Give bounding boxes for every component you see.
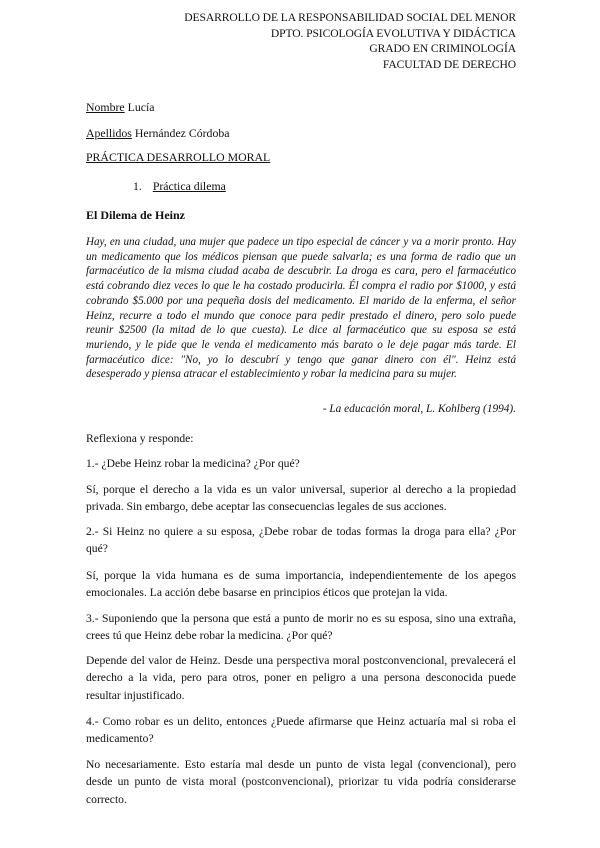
dilemma-source: - La educación moral, L. Kohlberg (1994). (322, 403, 516, 415)
answer-1: Sí, porque el derecho a la vida es un valor universal, superior al derecho a la propiedad privada. Sin embargo, debe aceptar las consecuencias legales de sus acciones. (86, 483, 516, 514)
name-label: Nombre (86, 100, 125, 114)
surname-value: Hernández Córdoba (134, 126, 230, 140)
answer-2: Sí, porque la vida humana es de suma importancia, independientemente de los apegos emocionales. La acción debe basarse en principios éticos que protejan la vida. (86, 569, 516, 600)
list-item-number: 1. (133, 179, 142, 193)
list-item-text: Práctica dilema (152, 179, 226, 193)
header-faculty: FACULTAD DE DERECHO (382, 57, 516, 71)
document-header (86, 10, 516, 72)
questions-intro: Reflexiona y responde: (86, 432, 194, 445)
question-1: 1.- ¿Debe Heinz robar la medicina? ¿Por qué? (86, 457, 300, 470)
dilemma-text: Hay, en una ciudad, una mujer que padece un tipo especial de cáncer y va a morir pronto. Hay un medicamento que los médicos piensan que puede salvarla; es una forma de radio que un farmacéutico de la misma ciudad acaba de descubrir. La droga es cara, pero el farmacéutico está cobrando diez veces lo que le ha costado producirla. Él compra el radio por $1000, y está cobrando $5.000 por una pequeña dosis del medicamento. El marido de la enferma, el señor Heinz, recurre a todo el mundo que conoce para pedir prestado el dinero, pero solo puede reunir $2500 (la mitad de lo que cuesta). Le dice al farmacéutico que su esposa se está muriendo, y le pide que le venda el medicamento más barato o le deje pagar más tarde. El farmacéutico dice: "No, yo lo descubrí y tengo que ganar dinero con él". Heinz está desesperado y piensa atracar el establecimiento y robar la medicina para su mujer. (86, 236, 516, 381)
header-course: DESARROLLO DE LA RESPONSABILIDAD SOCIAL DEL MENOR (184, 11, 516, 24)
question-3: 3.- Suponiendo que la persona que está a punto de morir no es su esposa, sino una extraña, crees tú que Heinz debe robar la medicina. ¿Por qué? (86, 612, 516, 643)
question-4: 4.- Como robar es un delito, entonces ¿Puede afirmarse que Heinz actuaría mal si roba el medicamento? (86, 715, 516, 746)
header-degree: GRADO EN CRIMINOLOGÍA (369, 42, 516, 56)
name-field (86, 100, 154, 115)
header-department: DPTO. PSICOLOGÍA EVOLUTIVA Y DIDÁCTICA (270, 26, 516, 40)
dilemma-title: El Dilema de Heinz (86, 208, 185, 222)
practice-title: PRÁCTICA DESARROLLO MORAL (86, 150, 271, 164)
surname-label: Apellidos (86, 126, 132, 140)
surname-field (86, 126, 230, 141)
answer-3: Depende del valor de Heinz. Desde una perspectiva moral postconvencional, prevalecerá el derecho a la vida, pero para otros, poner en peligro a una persona desconocida puede resultar injustificado. (86, 654, 516, 702)
answer-4: No necesariamente. Esto estaría mal desde un punto de vista legal (convencional), pero desde un punto de vista moral (postconvencional), priorizar tu vida podría considerarse correcto. (86, 758, 516, 806)
name-value: Lucía (127, 100, 155, 114)
question-2: 2.- Si Heinz no quiere a su esposa, ¿Debe robar de todas formas la droga para ella? ¿Por qué? (86, 525, 516, 556)
list-item (133, 179, 226, 194)
